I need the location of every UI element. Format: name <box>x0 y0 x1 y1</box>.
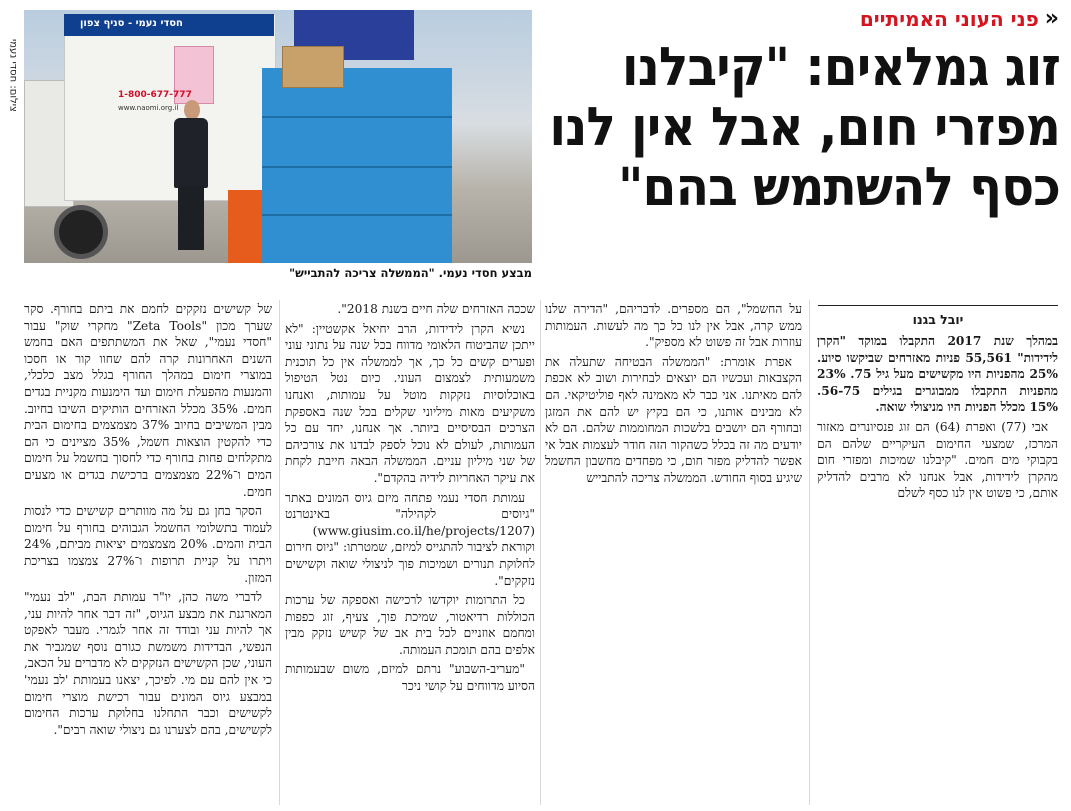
headline-line-2: מפזרי חום, אבל אין לנו <box>549 97 1060 158</box>
paragraph: הסקר בחן גם על מה מוותרים קשישים כדי לנסות לעמוד בתשלומי החשמל הגבוהים בחורף על חימום הבית והמים. 20% מצמצמים יציאות מביתם, 24% ויתרו על קניית תרופות ו־27% צמצמו בצריכת המזון. <box>24 504 273 585</box>
photo-credit: צילום: חסדי נעמי <box>7 39 19 112</box>
paragraph: של קשישים נזקקים לחמם את ביתם בחורף. סקר שערך מכון "Zeta Tools" מחקרי שוק" עבור "חסדי נעמי", שאל את המשתתפים האם בחמש השנים האחרונות קרה להם שחוו קור או חסכו במוצרי חימום במהלך החורף בגלל מצב כלכלי, והמנעות מהפעלת חימום ועד הימנעות מקניית בגדים חמים. 35% מכלל האזרחים הותיקים השיבו בחיוב. מבין המשיבים בחיוב 37% מצמצמים בחימום הבית כדי להקטין הוצאות חשמל, 35% מציינים כי הם מתקלחים פחות בחורף כדי לחסוך בחשמל על חימום המים ו־22% מצמצמים ברכישת בגדים או מצעים חמים. <box>24 302 273 499</box>
paragraph: אבי (77) ואפרת (64) הם זוג פנסיונרים מאזור המרכז, שמצעי החימום העיקריים שלהם הם בקבוקי מים חמים. "קיבלנו שמיכות ומפזרי חום מהקרן לידידות, אבל אנחנו לא מרבים להדליק אותם, כי פשוט אין לנו כסף לשלם <box>817 419 1058 501</box>
article-column-1 <box>817 333 1058 505</box>
column-divider <box>809 300 810 805</box>
photo-caption: מבצע חסדי נעמי. "הממשלה צריכה להתבייש" <box>289 266 532 280</box>
article-photo <box>24 10 532 263</box>
section-kicker <box>860 8 1059 30</box>
double-chevron-icon: « <box>1044 6 1059 31</box>
paragraph: עמותת חסדי נעמי פתחה מיזם גיוס המונים באתר "גיוסים לקהילה" באינטרנט (www.giusim.co.il/he/projects/1207) וקוראת לציבור להתגייס למיזם, שמטרתו: "גיוס חירום לחלוקת תנורים ושמיכות פוך לניצולי שואה וקשישים נזקקים". <box>285 490 535 588</box>
section-label: פני העוני האמיתיים <box>859 7 1039 31</box>
article-headline <box>549 37 1060 218</box>
truck-wheel <box>54 205 108 259</box>
byline-rule <box>818 305 1058 306</box>
paragraph: אפרת אומרת: "הממשלה הבטיחה שתעלה את הקצבאות ועכשיו הם יוצאים לבחירות ושוב לא אכפת להם מאיתנו. אני כבר לא מאמינה לאף פוליטיקאי. הם לא מבינים אותנו, כי הם בקיץ יש להם את המזגן ובחורף הם יושבים בלשכות המחוממות שלהם. הם לא יודעים מה זה בכלל כשהקור הזה חודר לעצמות אבל אי אפשר להדליק מפזר חום, כי מפחדים מחשבון החשמל שיגיע בסוף החודש. הממשלה צריכה להתבייש <box>545 354 802 485</box>
article-column-4 <box>24 301 272 741</box>
cardboard-box <box>282 46 344 88</box>
article-lead: במהלך שנת 2017 התקבלו במוקד "הקרן לידידות" 55,561 פניות מאזרחים שביקשו סיוע. 25% מהפניות היו מקשישים מעל גיל 75. 23% מהפניות התקבלו ממבוגרים בגילים 56-75. 15% מכלל הפניות היו מניצולי שואה. <box>817 334 1059 415</box>
paragraph: נשיא הקרן לידידות, הרב יחיאל אקשטיין: "לא ייתכן שהביטוח הלאומי מדווח בכל שנה על נתוני עוני ופערים קשים כל כך, אך לממשלה אין כל תוכנית משמעותית לצמצום העוני. כיום נטל הטיפול באוכלוסיות נזקקות מוטל על עמותות, ואנחנו משקיעים מאות מיליוני שקלים בכל שנה באספקת הצרכים הבסיסיים ביותר. אך אנחנו, יחד עם כל העמותות, לעולם לא נוכל לספק לבדנו את צורכיהם של שני מיליון עניים. הממשלה הבאה חייבת לקחת את עיקר האחריות לידיה בהקדם". <box>285 321 535 485</box>
byline: יובל בגנו <box>912 312 964 327</box>
headline-line-3: כסף להשתמש בהם" <box>618 157 1060 218</box>
truck-phone-number: 1-800-677-777 <box>118 90 192 100</box>
truck-sign-text: חסדי נעמי - סניף צפון <box>80 18 183 29</box>
paragraph: לדברי משה כהן, יו"ר עמותת הבת, "לב נעמי" המארגנת את מבצע הגיוס, "זה דבר אחר להיות עני, אך להיות עני ובודד זה אחר לגמרי. מעבר לאפקט הנפשי, הבדידות משמשת כגורם נוסף שמגביר את העוני, שכן הקשישים הנזקקים לא מדברים על הכאב, כי אין להם עם מי. לפיכך, יצאנו בעמותת 'לב נעמי' במבצע גיוס המונים עבור רכישת מוצרי חימום לקשישים וכבר התחלנו בחלוקת ערכות החימום לקשישים, בהם לצערנו גם ניצולי שואה רבים". <box>24 590 272 737</box>
paragraph: "מעריב-השבוע" נרתם למיזם, משום שבעמותות הסיוע מדווחים על קושי ניכר <box>285 662 535 694</box>
truck-website: www.naomi.org.il <box>118 104 179 112</box>
worker-figure <box>174 100 208 250</box>
paragraph: כל התרומות יוקדשו לרכישה ואספקה של ערכות הכוללות רדיאטור, שמיכת פוך, צעיף, זוג כפפות ומחמם אוזניים לכל בית אב של קשיש נזקק מבין אלפים בהם תומכת העמותה. <box>285 593 535 657</box>
paragraph: על החשמל", הם מספרים. לדבריהם, "הדירה שלנו ממש קרה, אבל אין לנו כל כך מה לעשות. העמותות עוזרות אבל זה פשוט לא מספיק". <box>545 302 802 350</box>
headline-line-1: זוג גמלאים: "קיבלנו <box>621 37 1060 98</box>
paragraph: שככה האזרחים שלה חיים בשנת 2018". <box>337 302 535 316</box>
column-divider <box>279 300 280 805</box>
column-divider <box>540 300 541 805</box>
article-column-3 <box>285 301 535 698</box>
article-column-2 <box>545 301 802 490</box>
wrapped-pallet <box>262 68 452 263</box>
